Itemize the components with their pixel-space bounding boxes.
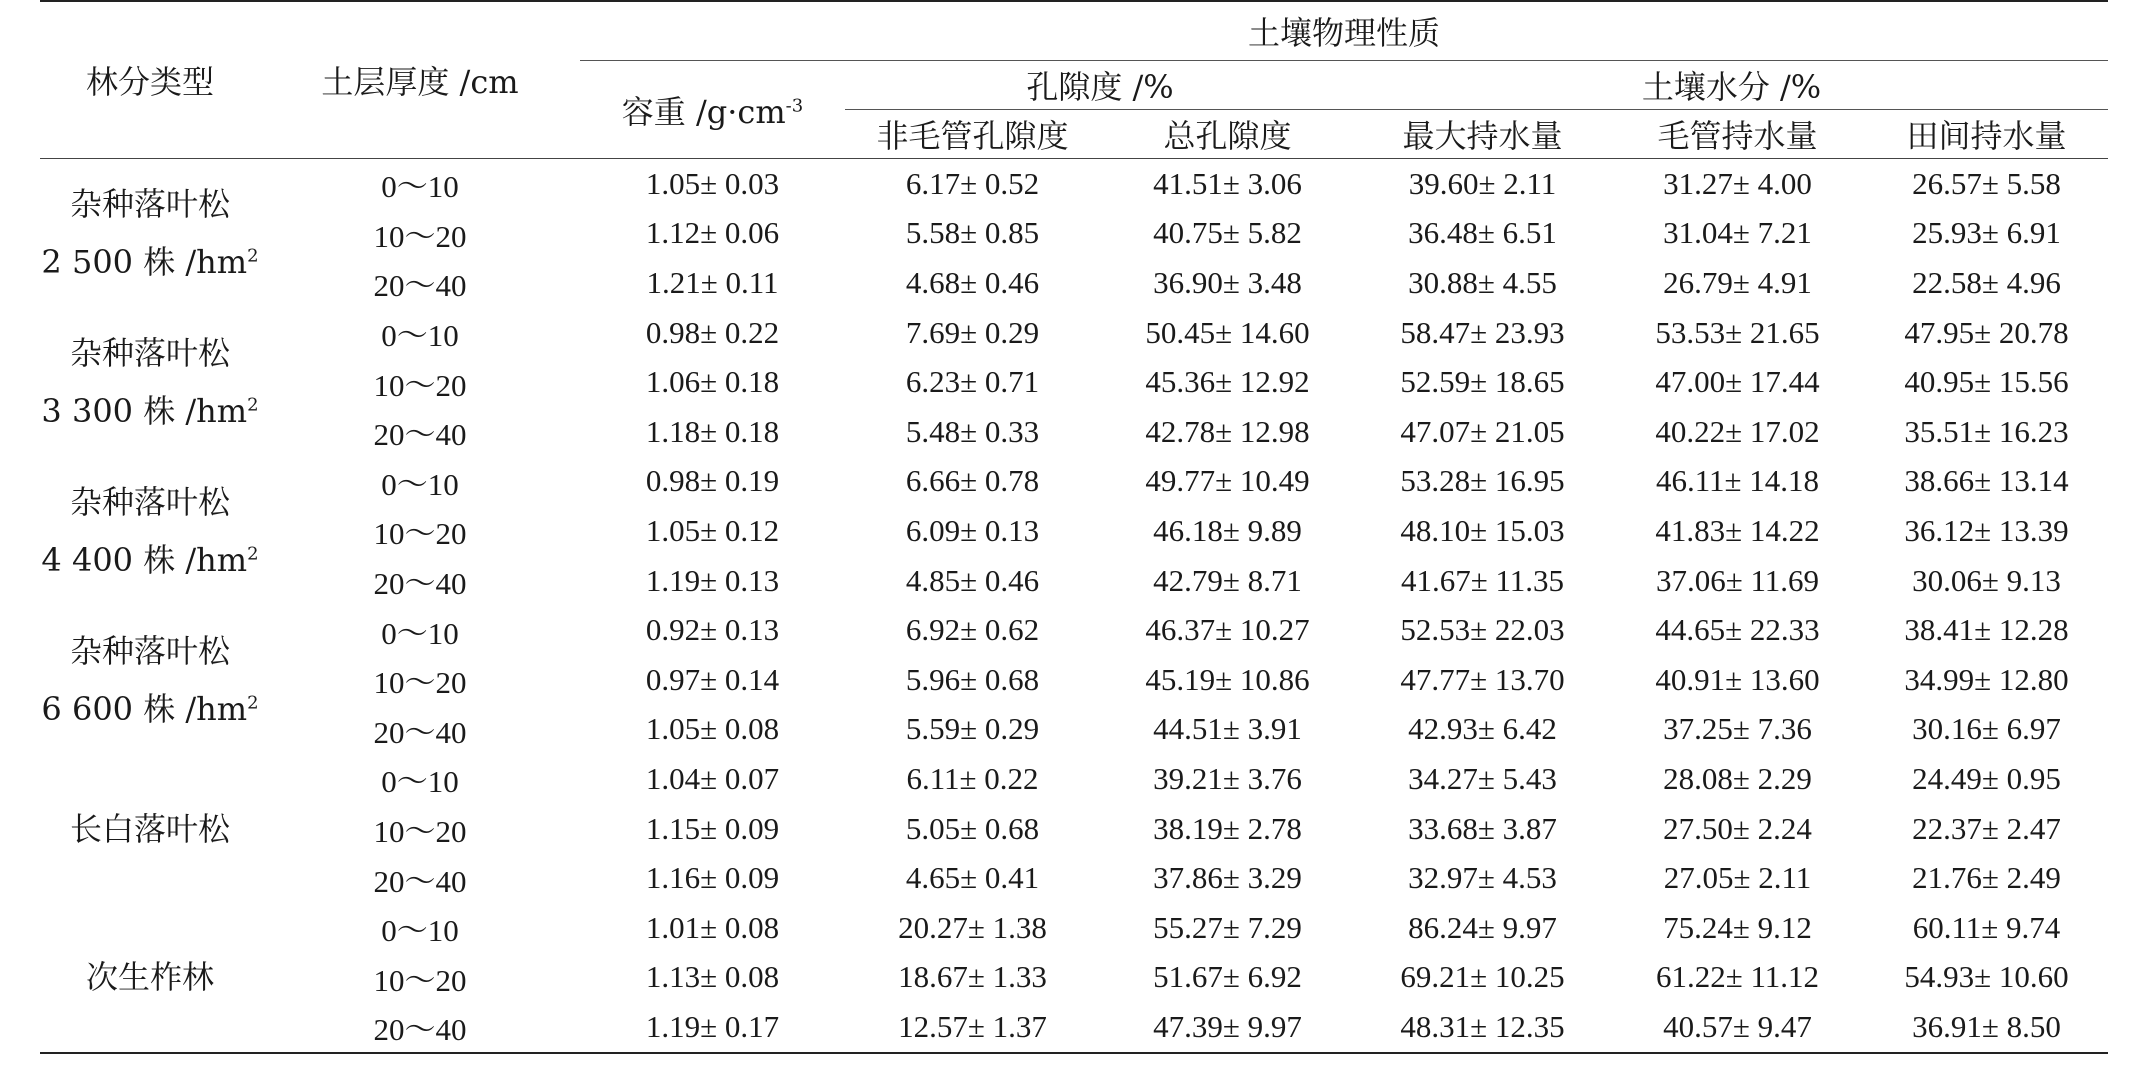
total-porosity-cell: 40.75± 5.82	[1153, 215, 1302, 251]
max-water-capacity-cell: 52.59± 18.65	[1400, 364, 1565, 400]
field-capacity-cell: 40.95± 15.56	[1904, 364, 2069, 400]
noncapillary-porosity-cell: 6.66± 0.78	[905, 463, 1040, 499]
noncapillary-porosity-cell: 4.68± 0.46	[905, 264, 1040, 300]
table-row	[40, 308, 2108, 358]
header-soil-moisture: 土壤水分 /%	[1355, 61, 2108, 110]
field-capacity-cell: 30.06± 9.13	[1912, 562, 2061, 598]
bulk-density-cell: 1.05± 0.03	[645, 165, 780, 201]
depth-cell: 20～40	[373, 714, 467, 750]
stand-density	[40, 531, 260, 589]
stand-type-cell	[40, 605, 260, 754]
max-water-capacity-cell: 47.77± 13.70	[1400, 661, 1565, 697]
stand-type-cell	[40, 159, 260, 308]
max-water-capacity-cell: 86.24± 9.97	[1408, 909, 1557, 945]
field-capacity-cell: 22.37± 2.47	[1912, 810, 2061, 846]
total-porosity-cell: 49.77± 10.49	[1145, 463, 1310, 499]
table-row	[40, 1002, 2108, 1053]
field-capacity-cell: 36.12± 13.39	[1904, 512, 2069, 548]
bulk-density-cell: 0.97± 0.14	[645, 661, 780, 697]
depth-cell: 0～10	[381, 764, 459, 800]
depth-cell: 20～40	[373, 566, 467, 602]
capillary-water-capacity-cell: 44.65± 22.33	[1655, 612, 1820, 648]
stand-type-cell	[40, 754, 260, 903]
max-water-capacity-cell: 47.07± 21.05	[1400, 413, 1565, 449]
stand-density-sup: 2	[247, 543, 259, 565]
bulk-density-cell: 1.18± 0.18	[645, 413, 780, 449]
field-capacity-cell: 22.58± 4.96	[1912, 264, 2061, 300]
capillary-water-capacity-cell: 31.27± 4.00	[1663, 165, 1812, 201]
noncapillary-porosity-cell: 18.67± 1.33	[898, 959, 1047, 995]
table-row	[40, 457, 2108, 507]
header-bulk-density-sup: -3	[785, 94, 804, 116]
noncapillary-porosity-cell: 4.85± 0.46	[905, 562, 1040, 598]
stand-type-name: 杂种落叶松	[69, 185, 230, 224]
header-field-capacity: 田间持水量	[1865, 110, 2108, 159]
bulk-density-cell: 0.98± 0.19	[645, 463, 780, 499]
capillary-water-capacity-cell: 61.22± 11.12	[1655, 959, 1820, 995]
capillary-water-capacity-cell: 41.83± 14.22	[1655, 512, 1820, 548]
header-bulk-density	[580, 61, 845, 159]
noncapillary-porosity-cell: 7.69± 0.29	[905, 314, 1040, 350]
field-capacity-cell: 21.76± 2.49	[1912, 860, 2061, 896]
header-soil-depth: 土层厚度 /cm	[260, 1, 580, 159]
noncapillary-porosity-cell: 6.23± 0.71	[905, 364, 1040, 400]
stand-type-cell	[40, 457, 260, 606]
total-porosity-cell: 47.39± 9.97	[1100, 1002, 1355, 1053]
bulk-density-cell: 1.05± 0.12	[645, 512, 780, 548]
stand-type-name: 长白落叶松	[69, 809, 230, 848]
capillary-water-capacity-cell: 75.24± 9.12	[1663, 909, 1812, 945]
max-water-capacity-cell: 53.28± 16.95	[1400, 463, 1565, 499]
table-row	[40, 506, 2108, 556]
total-porosity-cell: 41.51± 3.06	[1153, 165, 1302, 201]
header-porosity: 孔隙度 /%	[845, 61, 1355, 110]
noncapillary-porosity-cell: 4.65± 0.41	[905, 860, 1040, 896]
noncapillary-porosity-cell: 6.17± 0.52	[905, 165, 1040, 201]
field-capacity-cell: 38.41± 12.28	[1904, 612, 2069, 648]
noncapillary-porosity-cell: 5.58± 0.85	[905, 215, 1040, 251]
total-porosity-cell: 37.86± 3.29	[1153, 860, 1302, 896]
header-max-water-capacity: 最大持水量	[1355, 110, 1610, 159]
capillary-water-capacity-cell: 40.91± 13.60	[1655, 661, 1820, 697]
noncapillary-porosity-cell: 5.59± 0.29	[905, 711, 1040, 747]
bulk-density-cell: 1.06± 0.18	[645, 364, 780, 400]
total-porosity-cell: 45.36± 12.92	[1145, 364, 1310, 400]
max-water-capacity-cell: 48.10± 15.03	[1400, 512, 1565, 548]
max-water-capacity-cell: 52.53± 22.03	[1400, 612, 1565, 648]
bulk-density-cell: 1.19± 0.13	[645, 562, 780, 598]
total-porosity-cell: 38.19± 2.78	[1153, 810, 1302, 846]
table-row	[40, 407, 2108, 457]
capillary-water-capacity-cell: 37.25± 7.36	[1663, 711, 1812, 747]
noncapillary-porosity-cell: 5.96± 0.68	[905, 661, 1040, 697]
total-porosity-cell: 55.27± 7.29	[1153, 909, 1302, 945]
depth-cell: 20～40	[260, 1002, 580, 1053]
total-porosity-cell: 46.37± 10.27	[1145, 612, 1310, 648]
stand-density-label: 3 300 株 /hm	[41, 392, 248, 431]
total-porosity-cell: 50.45± 14.60	[1145, 314, 1310, 350]
table-row	[40, 804, 2108, 854]
bulk-density-cell: 1.01± 0.08	[645, 909, 780, 945]
capillary-water-capacity-cell: 27.50± 2.24	[1663, 810, 1812, 846]
table-body	[40, 159, 2108, 1053]
stand-type-name: 次生柞林	[85, 958, 214, 997]
max-water-capacity-cell: 30.88± 4.55	[1408, 264, 1557, 300]
table-row	[40, 655, 2108, 705]
bulk-density-cell: 1.05± 0.08	[645, 711, 780, 747]
stand-density	[40, 233, 260, 291]
soil-properties-table-container	[40, 0, 2108, 1067]
stand-type-cell	[40, 308, 260, 457]
noncapillary-porosity-cell: 6.11± 0.22	[906, 760, 1039, 796]
bulk-density-cell: 1.16± 0.09	[645, 860, 780, 896]
field-capacity-cell: 24.49± 0.95	[1912, 760, 2061, 796]
max-water-capacity-cell: 42.93± 6.42	[1408, 711, 1557, 747]
capillary-water-capacity-cell: 40.22± 17.02	[1655, 413, 1820, 449]
capillary-water-capacity-cell: 40.57± 9.47	[1610, 1002, 1865, 1053]
table-row	[40, 209, 2108, 259]
stand-density	[40, 680, 260, 738]
stand-density-sup: 2	[247, 245, 259, 267]
max-water-capacity-cell: 36.48± 6.51	[1408, 215, 1557, 251]
capillary-water-capacity-cell: 31.04± 7.21	[1663, 215, 1812, 251]
field-capacity-cell: 38.66± 13.14	[1904, 463, 2069, 499]
bulk-density-cell: 1.04± 0.07	[645, 760, 780, 796]
table-row	[40, 605, 2108, 655]
depth-cell: 0～10	[381, 318, 459, 354]
field-capacity-cell: 60.11± 9.74	[1912, 909, 2061, 945]
header-stand-type: 林分类型	[40, 1, 260, 159]
header-noncapillary-porosity: 非毛管孔隙度	[845, 110, 1100, 159]
total-porosity-cell: 51.67± 6.92	[1153, 959, 1302, 995]
table-header	[40, 1, 2108, 159]
total-porosity-cell: 46.18± 9.89	[1153, 512, 1302, 548]
field-capacity-cell: 30.16± 6.97	[1912, 711, 2061, 747]
bulk-density-cell: 1.12± 0.06	[645, 215, 780, 251]
depth-cell: 10～20	[373, 962, 467, 998]
depth-cell: 0～10	[381, 913, 459, 949]
field-capacity-cell: 26.57± 5.58	[1912, 165, 2061, 201]
capillary-water-capacity-cell: 28.08± 2.29	[1663, 760, 1812, 796]
total-porosity-cell: 42.79± 8.71	[1153, 562, 1302, 598]
table-row	[40, 903, 2108, 953]
depth-cell: 0～10	[381, 466, 459, 502]
total-porosity-cell: 44.51± 3.91	[1153, 711, 1302, 747]
header-bulk-density-label: 容重 /g·cm	[621, 92, 786, 131]
bulk-density-cell: 0.92± 0.13	[645, 612, 780, 648]
field-capacity-cell: 35.51± 16.23	[1904, 413, 2069, 449]
bulk-density-cell: 1.15± 0.09	[645, 810, 780, 846]
table-row	[40, 953, 2108, 1003]
max-water-capacity-cell: 48.31± 12.35	[1355, 1002, 1610, 1053]
field-capacity-cell: 25.93± 6.91	[1912, 215, 2061, 251]
max-water-capacity-cell: 34.27± 5.43	[1408, 760, 1557, 796]
depth-cell: 10～20	[373, 218, 467, 254]
field-capacity-cell: 34.99± 12.80	[1904, 661, 2069, 697]
field-capacity-cell: 54.93± 10.60	[1904, 959, 2069, 995]
stand-density	[40, 382, 260, 440]
noncapillary-porosity-cell: 6.92± 0.62	[905, 612, 1040, 648]
max-water-capacity-cell: 58.47± 23.93	[1400, 314, 1565, 350]
header-total-porosity: 总孔隙度	[1100, 110, 1355, 159]
stand-type-name: 杂种落叶松	[69, 631, 230, 670]
header-soil-properties-label: 土壤物理性质	[1248, 14, 1441, 52]
table-row	[40, 705, 2108, 755]
stand-type-cell	[40, 903, 260, 1053]
table-row	[40, 556, 2108, 606]
noncapillary-porosity-cell: 20.27± 1.38	[898, 909, 1047, 945]
depth-cell: 20～40	[373, 268, 467, 304]
stand-type-name: 杂种落叶松	[69, 482, 230, 521]
bulk-density-cell: 1.21± 0.11	[646, 264, 779, 300]
header-capillary-water-capacity: 毛管持水量	[1610, 110, 1865, 159]
bulk-density-cell: 0.98± 0.22	[645, 314, 780, 350]
capillary-water-capacity-cell: 26.79± 4.91	[1663, 264, 1812, 300]
stand-density-label: 2 500 株 /hm	[41, 243, 248, 282]
field-capacity-cell: 36.91± 8.50	[1865, 1002, 2108, 1053]
stand-density-label: 6 600 株 /hm	[41, 689, 248, 728]
depth-cell: 0～10	[381, 615, 459, 651]
max-water-capacity-cell: 41.67± 11.35	[1400, 562, 1565, 598]
max-water-capacity-cell: 69.21± 10.25	[1400, 959, 1565, 995]
stand-type-name: 杂种落叶松	[69, 334, 230, 373]
stand-density-label: 4 400 株 /hm	[41, 540, 248, 579]
noncapillary-porosity-cell: 5.48± 0.33	[905, 413, 1040, 449]
soil-properties-table	[40, 0, 2108, 1054]
table-row	[40, 258, 2108, 308]
capillary-water-capacity-cell: 53.53± 21.65	[1655, 314, 1820, 350]
total-porosity-cell: 39.21± 3.76	[1153, 760, 1302, 796]
table-row	[40, 357, 2108, 407]
table-row	[40, 159, 2108, 209]
total-porosity-cell: 36.90± 3.48	[1153, 264, 1302, 300]
noncapillary-porosity-cell: 6.09± 0.13	[905, 512, 1040, 548]
bulk-density-cell: 1.13± 0.08	[645, 959, 780, 995]
capillary-water-capacity-cell: 46.11± 14.18	[1655, 463, 1820, 499]
depth-cell: 10～20	[373, 367, 467, 403]
noncapillary-porosity-cell: 5.05± 0.68	[905, 810, 1040, 846]
noncapillary-porosity-cell: 12.57± 1.37	[845, 1002, 1100, 1053]
total-porosity-cell: 45.19± 10.86	[1145, 661, 1310, 697]
header-soil-properties	[580, 1, 2108, 61]
table-row	[40, 754, 2108, 804]
capillary-water-capacity-cell: 37.06± 11.69	[1655, 562, 1820, 598]
depth-cell: 20～40	[373, 863, 467, 899]
capillary-water-capacity-cell: 27.05± 2.11	[1663, 860, 1812, 896]
bulk-density-cell: 1.19± 0.17	[580, 1002, 845, 1053]
stand-density-sup: 2	[247, 692, 259, 714]
max-water-capacity-cell: 39.60± 2.11	[1408, 165, 1557, 201]
depth-cell: 0～10	[381, 169, 459, 205]
capillary-water-capacity-cell: 47.00± 17.44	[1655, 364, 1820, 400]
max-water-capacity-cell: 33.68± 3.87	[1408, 810, 1557, 846]
table-row	[40, 853, 2108, 903]
depth-cell: 10～20	[373, 516, 467, 552]
total-porosity-cell: 42.78± 12.98	[1145, 413, 1310, 449]
max-water-capacity-cell: 32.97± 4.53	[1408, 860, 1557, 896]
depth-cell: 10～20	[373, 665, 467, 701]
depth-cell: 20～40	[373, 417, 467, 453]
field-capacity-cell: 47.95± 20.78	[1904, 314, 2069, 350]
depth-cell: 10～20	[373, 814, 467, 850]
stand-density-sup: 2	[247, 394, 259, 416]
